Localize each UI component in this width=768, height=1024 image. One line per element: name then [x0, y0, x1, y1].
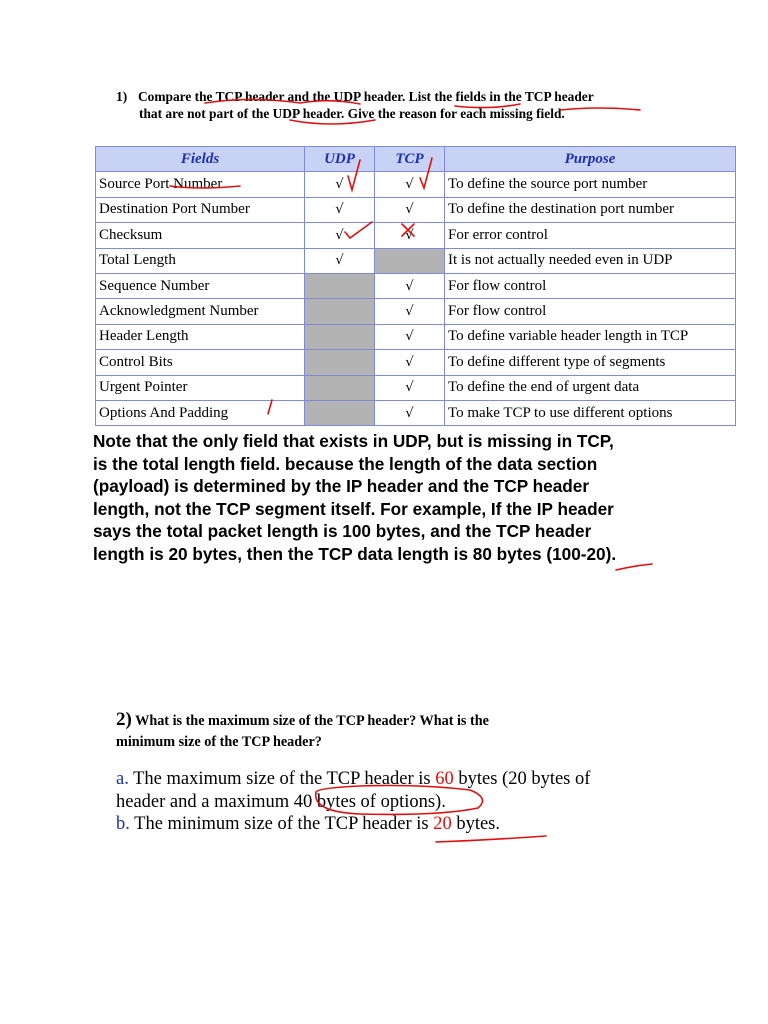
udp-cell-shaded	[305, 375, 375, 400]
purpose-cell: It is not actually needed even in UDP	[445, 248, 736, 273]
table-row	[96, 299, 736, 324]
field-cell: Acknowledgment Number	[96, 299, 305, 324]
note-line: (payload) is determined by the IP header and the TCP header	[93, 476, 590, 496]
note-line: says the total packet length is 100 bytes, and the TCP header	[93, 521, 592, 541]
purpose-cell: To define variable header length in TCP	[445, 324, 736, 349]
question-2	[116, 709, 676, 753]
answers	[116, 768, 736, 836]
purpose-cell: To make TCP to use different options	[445, 400, 736, 425]
question-1	[116, 88, 716, 122]
purpose-cell: To define the destination port number	[445, 197, 736, 222]
column-header-udp: UDP	[305, 147, 375, 172]
answer-b-label: b.	[116, 814, 130, 834]
tcp-cell: √	[375, 324, 445, 349]
column-header-fields: Fields	[96, 147, 305, 172]
tcp-cell: √	[375, 375, 445, 400]
note-paragraph	[93, 430, 693, 565]
purpose-cell: For error control	[445, 223, 736, 248]
field-cell: Urgent Pointer	[96, 375, 305, 400]
column-header-tcp: TCP	[375, 147, 445, 172]
purpose-cell: For flow control	[445, 299, 736, 324]
purpose-cell: To define the source port number	[445, 172, 736, 197]
answer-b-text-end: bytes.	[451, 814, 501, 834]
table-row	[96, 223, 736, 248]
tcp-cell: √	[375, 172, 445, 197]
ink-underline	[436, 836, 546, 842]
udp-cell: √	[305, 248, 375, 273]
field-cell: Destination Port Number	[96, 197, 305, 222]
question-2-line-1: What is the maximum size of the TCP header? What is the	[135, 713, 489, 729]
field-cell: Checksum	[96, 223, 305, 248]
answer-a-label: a.	[116, 769, 129, 789]
udp-cell-shaded	[305, 273, 375, 298]
table-row	[96, 324, 736, 349]
question-2-line-2: minimum size of the TCP header?	[116, 734, 322, 750]
column-header-purpose: Purpose	[445, 147, 736, 172]
udp-cell: √	[305, 172, 375, 197]
table-row	[96, 273, 736, 298]
answer-a-value: 60	[435, 769, 454, 789]
udp-cell: √	[305, 223, 375, 248]
note-line: length, not the TCP segment itself. For example, If the IP header	[93, 498, 614, 519]
tcp-cell: √	[375, 273, 445, 298]
field-cell: Control Bits	[96, 350, 305, 375]
table-row	[96, 400, 736, 425]
tcp-cell: √	[375, 223, 445, 248]
question-1-line-2: that are not part of the UDP header. Give the reason for each missing field.	[139, 106, 565, 121]
table-header-row	[96, 147, 736, 172]
tcp-cell-shaded	[375, 248, 445, 273]
table-row	[96, 375, 736, 400]
purpose-cell: For flow control	[445, 273, 736, 298]
purpose-cell: To define different type of segments	[445, 350, 736, 375]
question-2-number: 2)	[116, 709, 132, 730]
answer-a	[116, 768, 736, 791]
note-line: Note that the only field that exists in UDP, but is missing in TCP,	[93, 431, 614, 451]
question-1-number: 1)	[116, 89, 128, 104]
tcp-cell: √	[375, 400, 445, 425]
note-line: is the total length field. because the length of the data section	[93, 453, 598, 474]
note-line: length is 20 bytes, then the TCP data length is 80 bytes (100-20).	[93, 543, 617, 564]
udp-cell-shaded	[305, 299, 375, 324]
udp-cell-shaded	[305, 324, 375, 349]
table-row	[96, 350, 736, 375]
field-cell: Sequence Number	[96, 273, 305, 298]
answer-a-text-end: bytes (20 bytes of	[453, 769, 591, 789]
answer-a-text: The maximum size of the TCP header is	[128, 769, 436, 789]
question-1-line-1: Compare the TCP header and the UDP header. List the fields in the TCP header	[138, 89, 594, 104]
tcp-cell: √	[375, 299, 445, 324]
udp-cell-shaded	[305, 350, 375, 375]
table-row	[96, 172, 736, 197]
udp-cell: √	[305, 197, 375, 222]
tcp-cell: √	[375, 197, 445, 222]
udp-cell-shaded	[305, 400, 375, 425]
field-cell: Source Port Number	[96, 172, 305, 197]
table-row	[96, 197, 736, 222]
field-cell: Header Length	[96, 324, 305, 349]
answer-a-line-2: header and a maximum 40 bytes of options).	[116, 791, 446, 812]
header-fields-table	[95, 146, 736, 426]
purpose-cell: To define the end of urgent data	[445, 375, 736, 400]
field-cell: Total Length	[96, 248, 305, 273]
tcp-cell: √	[375, 350, 445, 375]
answer-b-value: 20	[433, 814, 452, 834]
field-cell: Options And Padding	[96, 400, 305, 425]
answer-b	[116, 813, 736, 836]
table-row	[96, 248, 736, 273]
answer-b-text: The minimum size of the TCP header is	[129, 814, 434, 834]
